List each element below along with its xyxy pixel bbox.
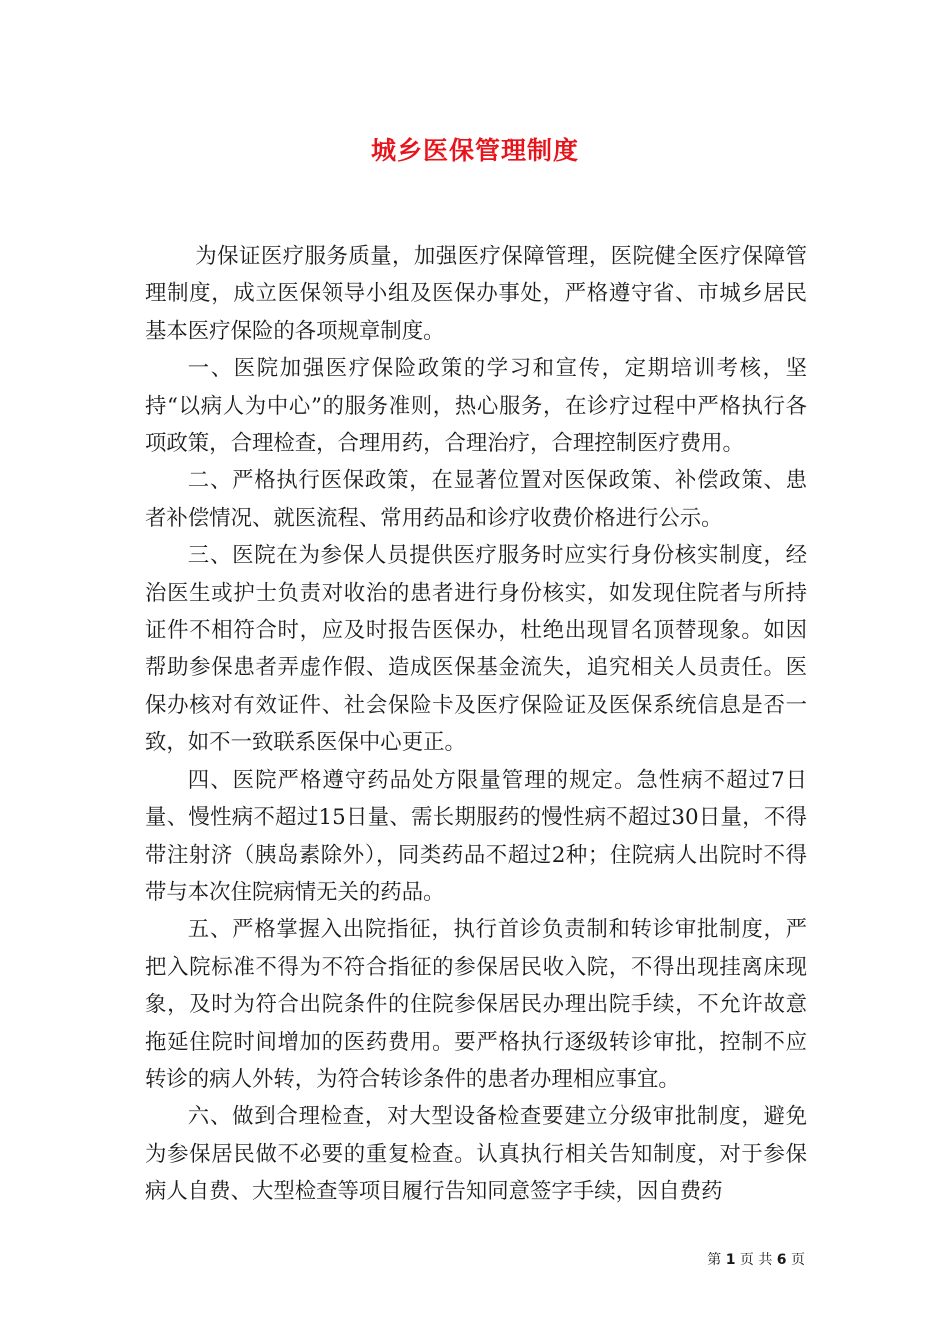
paragraph-4: 四、医院严格遵守药品处方限量管理的规定。急性病不超过7日量、慢性病不超过15日量、需长期服药的慢性病不超过30日量，不得带注射济（胰岛素除外），同类药品不超过2种；住院病人出院时不得带与本次住院病情无关的药品。 — [145, 767, 807, 905]
paragraph-5: 五、严格掌握入出院指征，执行首诊负责制和转诊审批制度，严把入院标准不得为不符合指征的参保居民收入院，不得出现挂离床现象，及时为符合出院条件的住院参保居民办理出院手续，不允许故意拖延住院时间增加的医药费用。要严格执行逐级转诊审批，控制不应转诊的病人外转，为符合转诊条件的患者办理相应事宜。 — [145, 917, 807, 1092]
paragraph-6: 六、做到合理检查，对大型设备检查要建立分级审批制度，避免为参保居民做不必要的重复检查。认真执行相关告知制度，对于参保病人自费、大型检查等项目履行告知同意签字手续，因自费药 — [145, 1104, 807, 1205]
current-page-number: 1 — [725, 1252, 736, 1268]
paragraph-2: 二、严格执行医保政策，在显著位置对医保政策、补偿政策、患者补偿情况、就医流程、常用药品和诊疗收费价格进行公示。 — [145, 468, 807, 531]
footer-suffix: 页 — [791, 1252, 805, 1268]
footer-middle: 页 共 — [739, 1252, 773, 1268]
footer-prefix: 第 — [707, 1252, 722, 1268]
paragraph-3: 三、医院在为参保人员提供医疗服务时应实行身份核实制度，经治医生或护士负责对收治的患者进行身份核实，如发现住院者与所持证件不相符合时，应及时报告医保办，杜绝出现冒名顶替现象。如因帮助参保患者弄虚作假、造成医保基金流失，追究相关人员责任。医保办核对有效证件、社会保险卡及医疗保险证及医保系统信息是否一致，如不一致联系医保中心更正。 — [145, 543, 807, 756]
total-page-count: 6 — [776, 1252, 787, 1268]
document-body — [145, 238, 807, 1211]
document-title: 城乡医保管理制度 — [370, 136, 579, 165]
paragraph-intro: 为保证医疗服务质量，加强医疗保障管理，医院健全医疗保障管理制度，成立医保领导小组及医保办事处，严格遵守省、市城乡居民基本医疗保险的各项规章制度。 — [145, 244, 807, 344]
page-number-footer — [707, 1249, 805, 1269]
paragraph-1: 一、医院加强医疗保险政策的学习和宣传，定期培训考核，坚持“以病人为中心”的服务准则，热心服务，在诊疗过程中严格执行各项政策，合理检查，合理用药，合理治疗，合理控制医疗费用。 — [145, 356, 807, 457]
